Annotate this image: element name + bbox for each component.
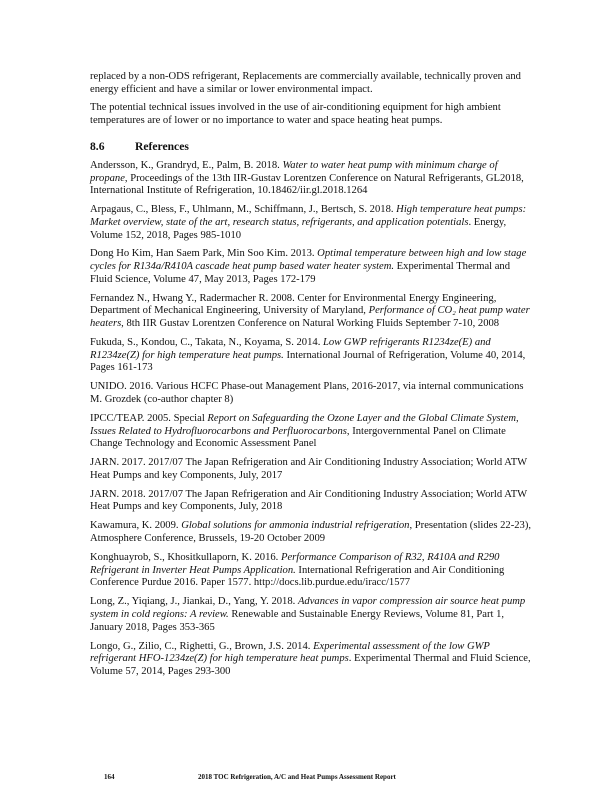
reference-title: Report on Safeguarding the Ozone Layer and the Global Climate System, Issues Related to Hydrofluorocarbons and Perfluorocarbons	[90, 412, 519, 437]
reference-pre: IPCC/TEAP. 2005. Special	[90, 412, 208, 424]
reference-pre: JARN. 2017. 2017/07 The Japan Refrigeration and Air Conditioning Industry Association; World ATW Heat Pumps and key Components, July, 2017	[90, 457, 527, 481]
reference-pre: Fukuda, S., Kondou, C., Takata, N., Koyama, S. 2014.	[90, 337, 323, 348]
reference-entry	[90, 596, 534, 634]
reference-title: Water to water heat pump with minimum charge of propane	[90, 159, 498, 184]
reference-pre: Longo, G., Zilio, C., Righetti, G., Brown, J.S. 2014.	[90, 640, 314, 652]
reference-title: Global solutions for ammonia industrial refrigeration	[181, 520, 410, 532]
section-heading	[90, 140, 534, 154]
reference-post: . Energy, Volume 152, 2018, Pages 985-1010	[90, 216, 507, 241]
reference-post: Experimental Thermal and Fluid Science, Volume 47, May 2013, Pages 172-179	[90, 261, 511, 285]
reference-entry	[90, 413, 534, 451]
reference-title: Low GWP refrigerants R1234ze(E) and R1234ze(Z) for high temperature heat pumps.	[90, 337, 491, 361]
reference-entry	[90, 641, 534, 679]
reference-post: International Refrigeration and Air Conditioning Conference Purdue 2016. Paper 1577. http://docs.lib.purdue.edu/iracc/1577	[90, 564, 505, 589]
reference-pre: Arpagaus, C., Bless, F., Uhlmann, M., Schiffmann, J., Bertsch, S. 2018.	[90, 204, 397, 216]
reference-title: Performance Comparison of R32, R410A and R290 Refrigerant in Inverter Heat Pumps Application.	[90, 551, 500, 576]
reference-title: Experimental assessment of the low GWP refrigerant HFO-1234ze(Z) for high temperature heat pumps	[90, 640, 490, 665]
reference-entry	[90, 381, 534, 406]
reference-pre: Kawamura, K. 2009.	[90, 520, 182, 532]
reference-entry	[90, 160, 534, 198]
reference-pre: Dong Ho Kim, Han Saem Park, Min Soo Kim. 2013.	[90, 248, 318, 260]
reference-pre: Long, Z., Yiqiang, J., Jiankai, D., Yang, Y. 2018.	[90, 596, 298, 608]
reference-entry	[90, 204, 534, 242]
section-title: References	[135, 139, 189, 153]
reference-entry	[90, 552, 534, 590]
reference-entry	[90, 293, 534, 331]
reference-pre: UNIDO. 2016. Various HCFC Phase-out Management Plans, 2016-2017, via internal communications M. Grozdek (co-author chapter 8)	[90, 381, 524, 405]
reference-post: 8th IIR Gustav Lorentzen Conference on Natural Working Fluids September 7-10, 2008	[123, 318, 500, 330]
reference-entry	[90, 520, 534, 545]
reference-pre: Fernandez N., Hwang Y., Radermacher R. 2008. Center for Environmental Energy Engineering, Department of Mechanical Engineering, University of Maryland,	[90, 292, 497, 317]
reference-entry	[90, 489, 534, 514]
reference-post: International Journal of Refrigeration, Volume 40, 2014, Pages 161-173	[90, 349, 526, 374]
page-body	[90, 71, 534, 685]
reference-entry	[90, 248, 534, 286]
section-number: 8.6	[90, 139, 105, 153]
reference-post: , Intergovernmental Panel on Climate Change Technology and Economic Assessment Panel	[90, 425, 506, 450]
reference-post: , Proceedings of the 13th IIR-Gustav Lorentzen Conference on Natural Refrigerants, GL2018, International Institute of Refrigeration, 10.18462/iir.gl.2018.1264	[90, 172, 524, 197]
reference-title: Performance of CO₂ heat pump water heaters,	[90, 305, 530, 330]
footer-title: 2018 TOC Refrigeration, A/C and Heat Pumps Assessment Report	[198, 773, 396, 781]
reference-entry	[90, 457, 534, 482]
body-paragraph: replaced by a non-ODS refrigerant, Replacements are commercially available, technically proven and energy efficient and have a similar or lower environmental impact.	[90, 71, 521, 95]
reference-pre: Konghuayrob, S., Khositkullaporn, K. 2016.	[90, 551, 281, 563]
reference-pre: JARN. 2018. 2017/07 The Japan Refrigeration and Air Conditioning Industry Association; World ATW Heat Pumps and key Components, July, 2018	[90, 488, 527, 513]
reference-title: Advances in vapor compression air source heat pump system in cold regions: A review.	[90, 596, 526, 620]
body-paragraph: The potential technical issues involved in the use of air-conditioning equipment for high ambient temperatures are of lower or no importance to water and space heating heat pumps.	[90, 102, 501, 127]
page-number: 164	[104, 773, 115, 781]
reference-title: Optimal temperature between high and low stage cycles for R134a/R410A cascade heat pump based water heater system.	[90, 248, 527, 273]
reference-post: Renewable and Sustainable Energy Reviews, Volume 81, Part 1, January 2018, Pages 353-365	[90, 608, 505, 633]
reference-list	[90, 160, 534, 679]
reference-entry	[90, 337, 534, 375]
reference-pre: Andersson, K., Grandryd, E., Palm, B. 2018.	[90, 159, 283, 171]
reference-post: . Experimental Thermal and Fluid Science, Volume 57, 2014, Pages 293-300	[90, 653, 531, 677]
reference-post: , Presentation (slides 22-23), Atmosphere Conference, Brussels, 19-20 October 2009	[90, 520, 531, 545]
reference-title: High temperature heat pumps: Market overview, state of the art, research status, refrigerants, and application potentials	[90, 204, 527, 228]
